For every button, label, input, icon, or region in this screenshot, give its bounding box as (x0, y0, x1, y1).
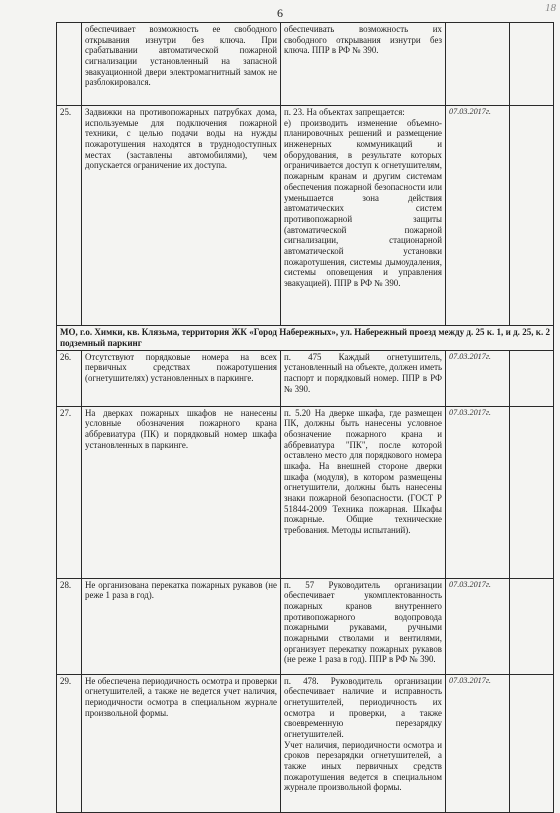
row-number: 26. (57, 350, 82, 406)
note-cell (510, 578, 554, 674)
note-cell (510, 406, 554, 578)
requirement-text: п. 475 Каждый огнетушитель, установленный на объекте, должен иметь паспорт и порядковый номер. ППР в РФ № 390. (281, 350, 446, 406)
section-title: МО, г.о. Химки, кв. Клязьма, территория ЖК «Город Набережных», ул. Набережный проезд между д. 25 к. 1, и д. 25, к. 2 подземный паркинг (57, 326, 554, 351)
deadline-date (446, 23, 510, 106)
deadline-date: 07.03.2017г. (446, 406, 510, 578)
deadline-date: 07.03.2017г. (446, 350, 510, 406)
row-number: 27. (57, 406, 82, 578)
row-number: 25. (57, 106, 82, 326)
table-row (57, 674, 554, 812)
table-row (57, 350, 554, 406)
table-row (57, 23, 554, 106)
handwritten-page-mark: 18 (545, 2, 556, 14)
note-cell (510, 106, 554, 326)
row-number (57, 23, 82, 106)
requirement-text: п. 478. Руководитель организации обеспечивает наличие и исправность огнетушителей, периодичность их осмотра и проверки, а также своевременную перезарядку огнетушителей. Учет наличия, периодичности осмотра и сроков перезарядки огнетушителей, а также иных первичных средств пожаротушения ведется в специальном журнале произвольной формы. (281, 674, 446, 812)
deadline-date: 07.03.2017г. (446, 674, 510, 812)
violation-text: Задвижки на противопожарных патрубках дома, используемые для подключения пожарной техники, с целью подачи воды на нужды пожаротушения находятся в труднодоступных местах (заставлены автомобилями), чем допускается ограничение их доступа. (82, 106, 281, 326)
violations-table (56, 22, 554, 813)
table-row (57, 406, 554, 578)
requirement-text: п. 5.20 На дверке шкафа, где размещен ПК, должны быть нанесены условное обозначение пожарного крана и аббревиатура "ПК", после которой оставлено место для порядкового номера шкафа. На внешней стороне дверки шкафа (модуля), в котором размещены огнетушители, должны быть нанесены знаки пожарной безопасности. (ГОСТ Р 51844-2009 Техника пожарная. Шкафы пожарные. Общие технические требования. Методы испытаний). (281, 406, 446, 578)
row-number: 28. (57, 578, 82, 674)
table-row (57, 106, 554, 326)
violation-text: Отсутствуют порядковые номера на всех первичных средствах пожаротушения (огнетушителях) установленных в паркинге. (82, 350, 281, 406)
violation-text: Не организована перекатка пожарных рукавов (не реже 1 раза в год). (82, 578, 281, 674)
deadline-date: 07.03.2017г. (446, 578, 510, 674)
page-number: 6 (277, 6, 283, 20)
table-row (57, 578, 554, 674)
row-number: 29. (57, 674, 82, 812)
requirement-text: обеспечивать возможность их свободного открывания изнутри без ключа. ППР в РФ № 390. (281, 23, 446, 106)
section-header-row (57, 326, 554, 351)
requirement-text: п. 57 Руководитель организации обеспечивает укомплектованность пожарных кранов внутреннего противопожарного водопровода пожарными рукавами, ручными пожарными стволами и вентилями, организует перекатку пожарных рукавов (не реже 1 раза в год). ППР в РФ № 390. (281, 578, 446, 674)
violation-text: Не обеспечена периодичность осмотра и проверки огнетушителей, а также не ведется учет наличия, периодичности осмотра в специальном журнале произвольной формы. (82, 674, 281, 812)
violation-text: обеспечивает возможность ее свободного открывания изнутри без ключа. При срабатывании автоматической пожарной сигнализации установленный на запасной эвакуационной двери электромагнитный замок не разблокировался. (82, 23, 281, 106)
note-cell (510, 23, 554, 106)
note-cell (510, 350, 554, 406)
deadline-date: 07.03.2017г. (446, 106, 510, 326)
note-cell (510, 674, 554, 812)
violation-text: На дверках пожарных шкафов не нанесены условные обозначения пожарного крана аббревиатура (ПК) и порядковый номер шкафа установленных в паркинге. (82, 406, 281, 578)
requirement-text: п. 23. На объектах запрещается: е) производить изменение объемно-планировочных решений и размещение инженерных коммуникаций и оборудования, в результате которых ограничивается доступ к огнетушителям, пожарным кранам и другим системам обеспечения пожарной безопасности или уменьшается зона действия автоматических систем противопожарной защиты (автоматической пожарной сигнализации, стационарной автоматической установки пожаротушения, системы дымоудаления, системы оповещения и управления эвакуацией). ППР в РФ № 390. (281, 106, 446, 326)
